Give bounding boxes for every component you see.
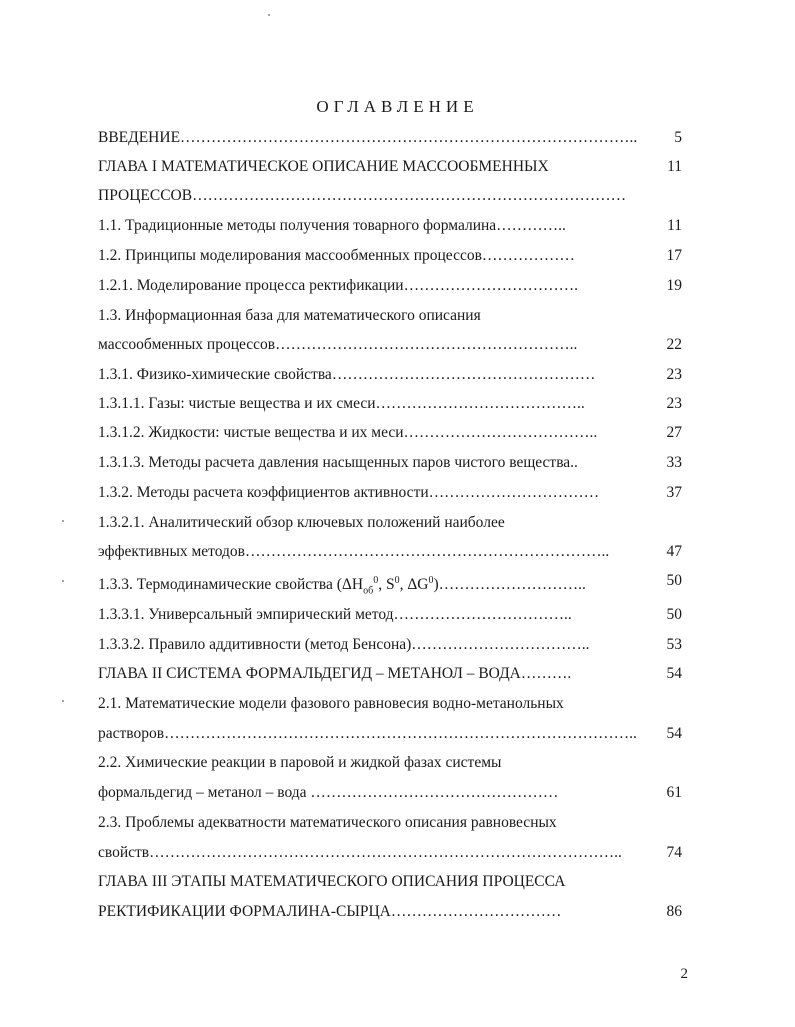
toc-entry: 1.3.3.2. Правило аддитивности (метод Бенсона)…………………………….. [98, 636, 590, 653]
toc-page-number: 47 [666, 543, 682, 560]
toc-entry: 2.1. Математические модели фазового равновесия водно-метанольных [98, 695, 564, 712]
toc-page-number: 23 [666, 366, 682, 383]
toc-entry: 1.1. Традиционные методы получения товарного формалина………….. [98, 217, 566, 234]
toc-page-number: 5 [674, 129, 682, 146]
toc-entry-text-part: , S [378, 576, 395, 594]
toc-entry: РЕКТИФИКАЦИИ ФОРМАЛИНА-СЫРЦА…………………………… [98, 903, 562, 920]
toc-page-number: 50 [666, 572, 682, 589]
toc-page-number: 61 [666, 784, 682, 801]
toc-page-number: 86 [666, 903, 682, 920]
toc-entry-text-part: 0 [373, 575, 379, 586]
toc-page-number: 11 [667, 158, 682, 175]
toc-entry: формальдегид – метанол – вода ………………………………………… [98, 784, 559, 801]
toc-page-number: 53 [666, 636, 682, 653]
toc-entry-text-part: 1.3.3. Термодинамические свойства (ΔH [98, 576, 364, 594]
toc-page-number: 27 [666, 424, 682, 441]
toc-page-number: 74 [666, 844, 682, 861]
toc-entry: 1.2. Принципы моделирования массообменных процессов……………… [98, 247, 575, 264]
toc-entry: 1.3.1.3. Методы расчета давления насыщенных паров чистого вещества.. [98, 454, 578, 471]
toc-entry-text-part: 0 [394, 575, 400, 586]
toc-entry: 1.3.1. Физико-химические свойства…………………………………………… [98, 366, 596, 383]
toc-entry: свойств……………………………………………………………………………….. [98, 844, 622, 861]
footer-page-number: 2 [680, 966, 688, 982]
toc-page-number: 54 [666, 665, 682, 682]
toc-entry: 1.2.1. Моделирование процесса ректификации……………………………. [98, 277, 578, 294]
toc-entry: массообменных процессов………………………………………………….. [98, 336, 578, 353]
toc-page-number: 37 [666, 484, 682, 501]
toc-entry: 1.3.3.1. Универсальный эмпирический метод…………………………….. [98, 606, 572, 623]
toc-entry: 1.3.1.1. Газы: чистые вещества и их смеси………………………………….. [98, 395, 585, 412]
toc-page-number: 23 [666, 395, 682, 412]
scan-speck [62, 520, 64, 522]
toc-page-number: 17 [666, 247, 682, 264]
toc-entry-text-part: об [363, 585, 374, 597]
scan-speck [268, 14, 270, 16]
scan-speck [62, 700, 64, 702]
toc-page-number: 11 [667, 217, 682, 234]
toc-page-number: 50 [666, 606, 682, 623]
toc-entry-text-part: )……………………….. [433, 576, 586, 594]
toc-entry: ВВЕДЕНИЕ…………………………………………………………………………….. [98, 129, 638, 146]
toc-entry-text-part: 0 [428, 575, 434, 586]
toc-entry: эффективных методов…………………………………………………………….. [98, 543, 610, 560]
toc-entry-text-part: , ΔG [399, 576, 429, 594]
toc-entry: ГЛАВА III ЭТАПЫ МАТЕМАТИЧЕСКОГО ОПИСАНИЯ ПРОЦЕССА [98, 873, 566, 890]
toc-entry: ГЛАВА I МАТЕМАТИЧЕСКОЕ ОПИСАНИЕ МАССООБМЕННЫХ [98, 158, 549, 175]
toc-entry: 1.3.1.2. Жидкости: чистые вещества и их меси……………………………….. [98, 424, 598, 441]
toc-entry: растворов……………………………………………………………………………….. [98, 725, 637, 742]
toc-page-number: 22 [666, 336, 682, 353]
toc-entry: 1.3.2.1. Аналитический обзор ключевых положений наиболее [98, 514, 505, 531]
toc-page-number: 54 [666, 725, 682, 742]
toc-entry: ПРОЦЕССОВ………………………………………………………………………… [98, 187, 627, 204]
toc-entry: ГЛАВА II СИСТЕМА ФОРМАЛЬДЕГИД – МЕТАНОЛ – ВОДА………. [98, 665, 572, 682]
toc-entry: 2.2. Химические реакции в паровой и жидкой фазах системы [98, 754, 502, 771]
toc-title: ОГЛАВЛЕНИЕ [316, 97, 479, 116]
toc-entry: 2.3. Проблемы адекватности математического описания равновесных [98, 814, 557, 831]
scan-speck [62, 580, 64, 582]
toc-page-number: 33 [666, 454, 682, 471]
toc-entry: 1.3.2. Методы расчета коэффициентов активности…………………………… [98, 484, 600, 501]
toc-entry [98, 571, 643, 601]
toc-entry: 1.3. Информационная база для математического описания [98, 307, 481, 324]
toc-page-number: 19 [666, 277, 682, 294]
